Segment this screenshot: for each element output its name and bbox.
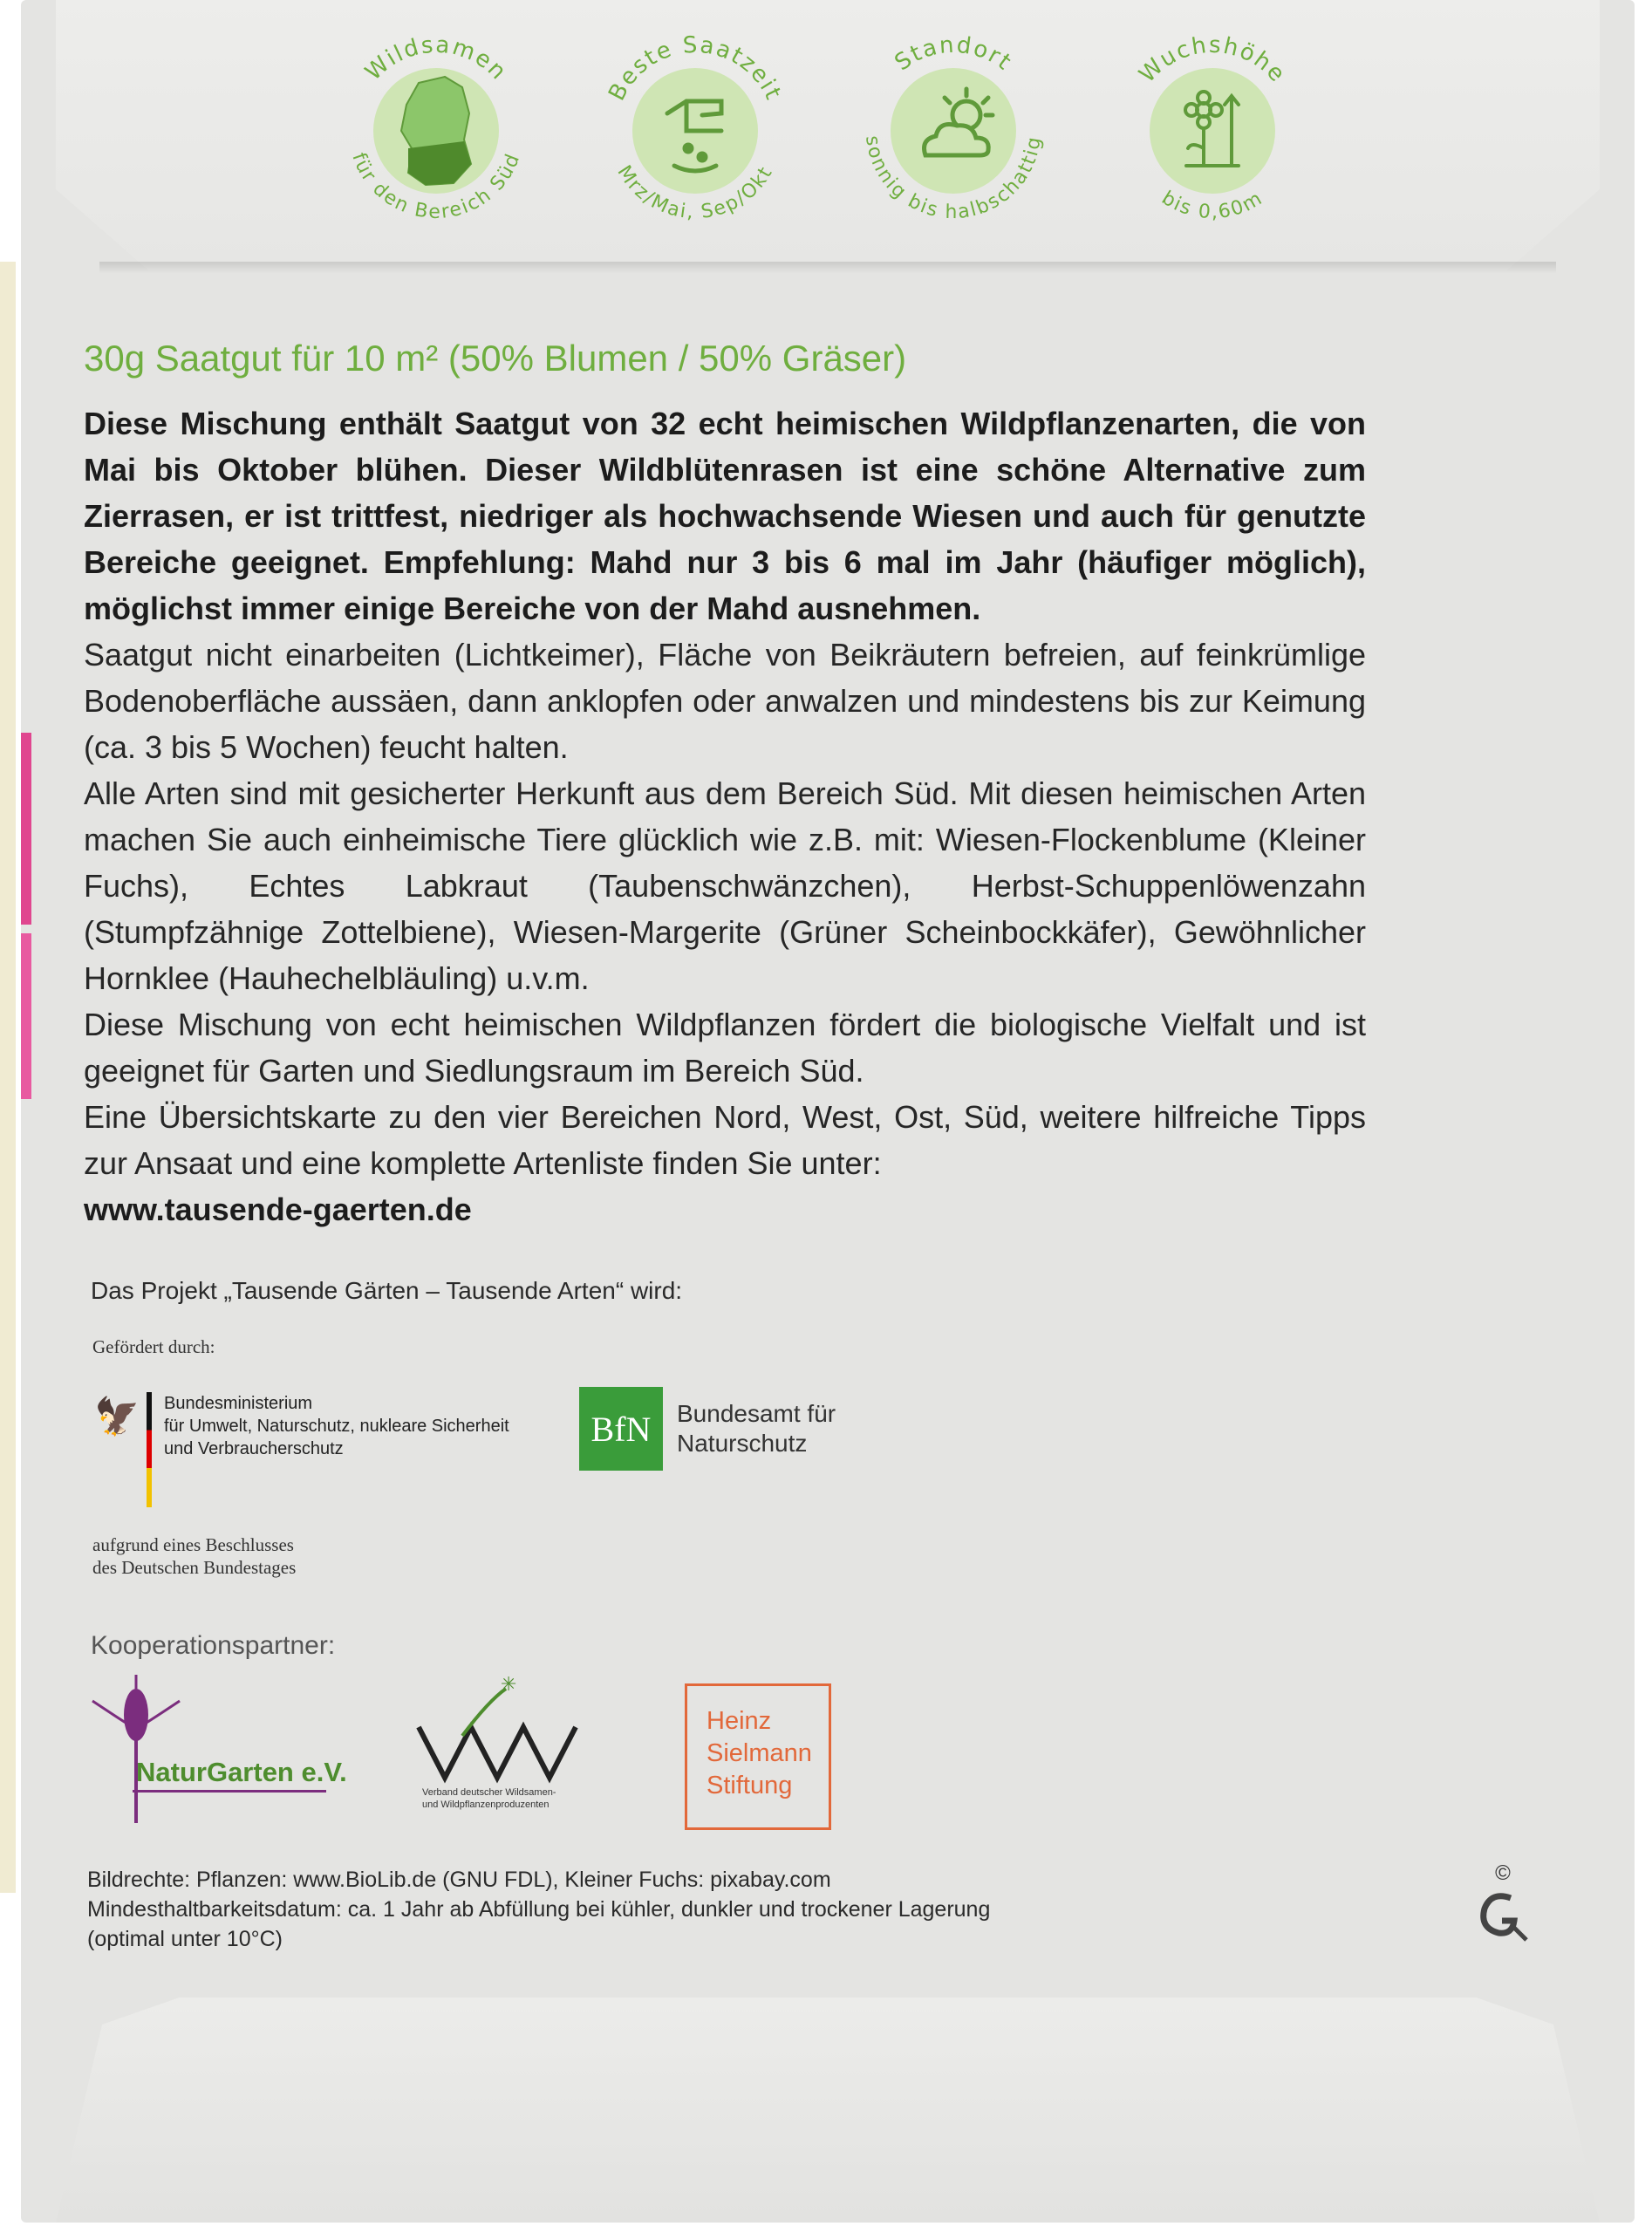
badge-wildsamen-graphic [331,17,541,244]
bmu-logo [91,1387,544,1518]
paragraph-origin: Alle Arten sind mit gesicherter Herkunft aus dem Bereich Süd. Mit diesen heimischen Arten machen Sie auch einheimische Tiere glücklich wie z.B. mit: Wiesen-Flockenblume (Kleiner Fuchs), Echtes Labkraut (Taubenschwänzchen), Herbst-Schuppenlöwenzahn (Stumpfzähnige Zottelbiene), Wiesen-Margerite (Grüner Scheinbockkäfer), Gewöhnlicher Hornklee (Hauhechelbläuling) u.v.m. [84,775,1366,996]
badge-saatzeit [590,17,800,244]
badge-wuchshoehe [1108,17,1317,244]
badge-standort-bottom: sonnig bis halbschattig [861,133,1047,224]
badge-saatzeit-top: Beste Saatzeit [603,31,787,106]
headline-detail: (50% Blumen / 50% Gräser) [447,338,907,379]
bfn-line1: Bundesamt für [677,1400,836,1427]
rights-line2: Mindesthaltbarkeitsdatum: ca. 1 Jahr ab Abfüllung bei kühler, dunkler und trockener Lagerung [87,1897,991,1922]
naturgarten-logo [84,1675,345,1823]
vww-line2: und Wildpflanzenproduzenten [422,1799,550,1810]
rights-line1: Bildrechte: Pflanzen: www.BioLib.de (GNU FDL), Kleiner Fuchs: pixabay.com [87,1868,831,1892]
website-link[interactable]: www.tausende-gaerten.de [84,1192,472,1227]
vww-mark-icon [410,1675,584,1784]
sielmann-line3: Stiftung [707,1772,793,1799]
rights-line3: (optimal unter 10°C) [87,1927,283,1951]
vww-logo [410,1675,584,1823]
copyright-symbol: © [1495,1861,1511,1885]
paragraph-more-info: Eine Übersichtskarte zu den vier Bereichen Nord, West, Ost, Süd, weitere hilfreiche Tipps zur Ansaat und eine komplette Artenliste finden Sie unter: [84,1099,1366,1181]
german-flag-bar [147,1392,152,1507]
bmu-text [164,1392,509,1460]
badge-wuchshoehe-top: Wuchshöhe [1134,31,1291,89]
packet-left-edge [0,262,16,1893]
partners-label: Kooperationspartner: [91,1631,336,1660]
project-statement: Das Projekt „Tausende Gärten – Tausende Arten“ wird: [91,1277,683,1304]
svg-text:✳: ✳ [501,1675,517,1696]
bundestag-note [92,1533,296,1579]
bfn-text [677,1399,836,1458]
image-rights [87,1865,990,1954]
bfn-mark: BfN [579,1387,663,1471]
top-flap-shadow [99,262,1556,274]
badge-wuchshoehe-graphic [1108,17,1317,244]
badge-standort-graphic [849,17,1058,244]
bfn-logo [579,1387,893,1474]
badge-saatzeit-bottom: Mrz/Mai, Sep/Okt [612,161,778,224]
sielmann-logo [685,1683,831,1830]
vww-text [422,1786,579,1811]
vww-line1: Verband deutscher Wildsamen- [422,1787,556,1798]
paragraph-sowing: Saatgut nicht einarbeiten (Lichtkeimer), Fläche von Beikräutern befreien, auf feinkrümlige Bodenoberfläche aussäen, dann anklopfen oder anwalzen und mindestens bis zur Keimung (ca. 3 bis 5 Wochen) feucht halten. [84,637,1366,765]
bundestag-line1: aufgrund eines Beschlusses [92,1534,294,1555]
headline [84,336,1366,381]
pink-edge-strip [21,733,31,925]
bundestag-line2: des Deutschen Bundestages [92,1557,297,1578]
sielmann-line1: Heinz [707,1707,772,1735]
badge-wildsamen [331,17,541,244]
bmu-line3: und Verbraucherschutz [164,1439,344,1458]
badge-saatzeit-graphic [590,17,800,244]
badge-standort [849,17,1058,244]
headline-main: 30g Saatgut für 10 m² [84,338,439,379]
bmu-line2: für Umwelt, Naturschutz, nukleare Sicherheit [164,1417,509,1436]
naturgarten-name: NaturGarten e.V. [136,1757,347,1787]
badge-standort-top: Standort [890,31,1018,77]
naturgarten-underline [133,1790,326,1793]
federal-eagle-icon: 🦅 [94,1396,140,1437]
sielmann-line2: Sielmann [707,1739,812,1767]
funded-by-label: Gefördert durch: [92,1336,215,1357]
teasel-icon [84,1675,188,1823]
bmu-line1: Bundesministerium [164,1394,313,1413]
badge-wildsamen-bottom: für den Bereich Süd [347,149,525,224]
copyright-mark [1472,1861,1533,1957]
badge-wildsamen-top: Wildsamen [360,31,513,86]
badge-wuchshoehe-bottom: bis 0,60m [1157,187,1267,224]
info-badges [331,17,1317,262]
publisher-logo-icon [1472,1886,1533,1947]
main-content [84,336,1366,1233]
description-bold: Diese Mischung enthält Saatgut von 32 echt heimischen Wildpflanzenarten, die von Mai bis Oktober blühen. Dieser Wildblütenrasen ist eine schöne Alternative zum Zierrasen, er ist trittfest, niedriger als hochwachsende Wiesen und auch für genutzte Bereiche geeignet. Empfehlung: Mahd nur 3 bis 6 mal im Jahr (häufiger möglich), möglichst immer einige Bereiche von der Mahd ausnehmen. [84,406,1366,626]
pink-edge-strip [21,933,31,1099]
bottom-flap [56,1997,1600,2223]
bfn-line2: Naturschutz [677,1430,808,1457]
paragraph-diversity: Diese Mischung von echt heimischen Wildpflanzen fördert die biologische Vielfalt und ist geeignet für Garten und Siedlungsraum im Bereich Süd. [84,1007,1366,1089]
